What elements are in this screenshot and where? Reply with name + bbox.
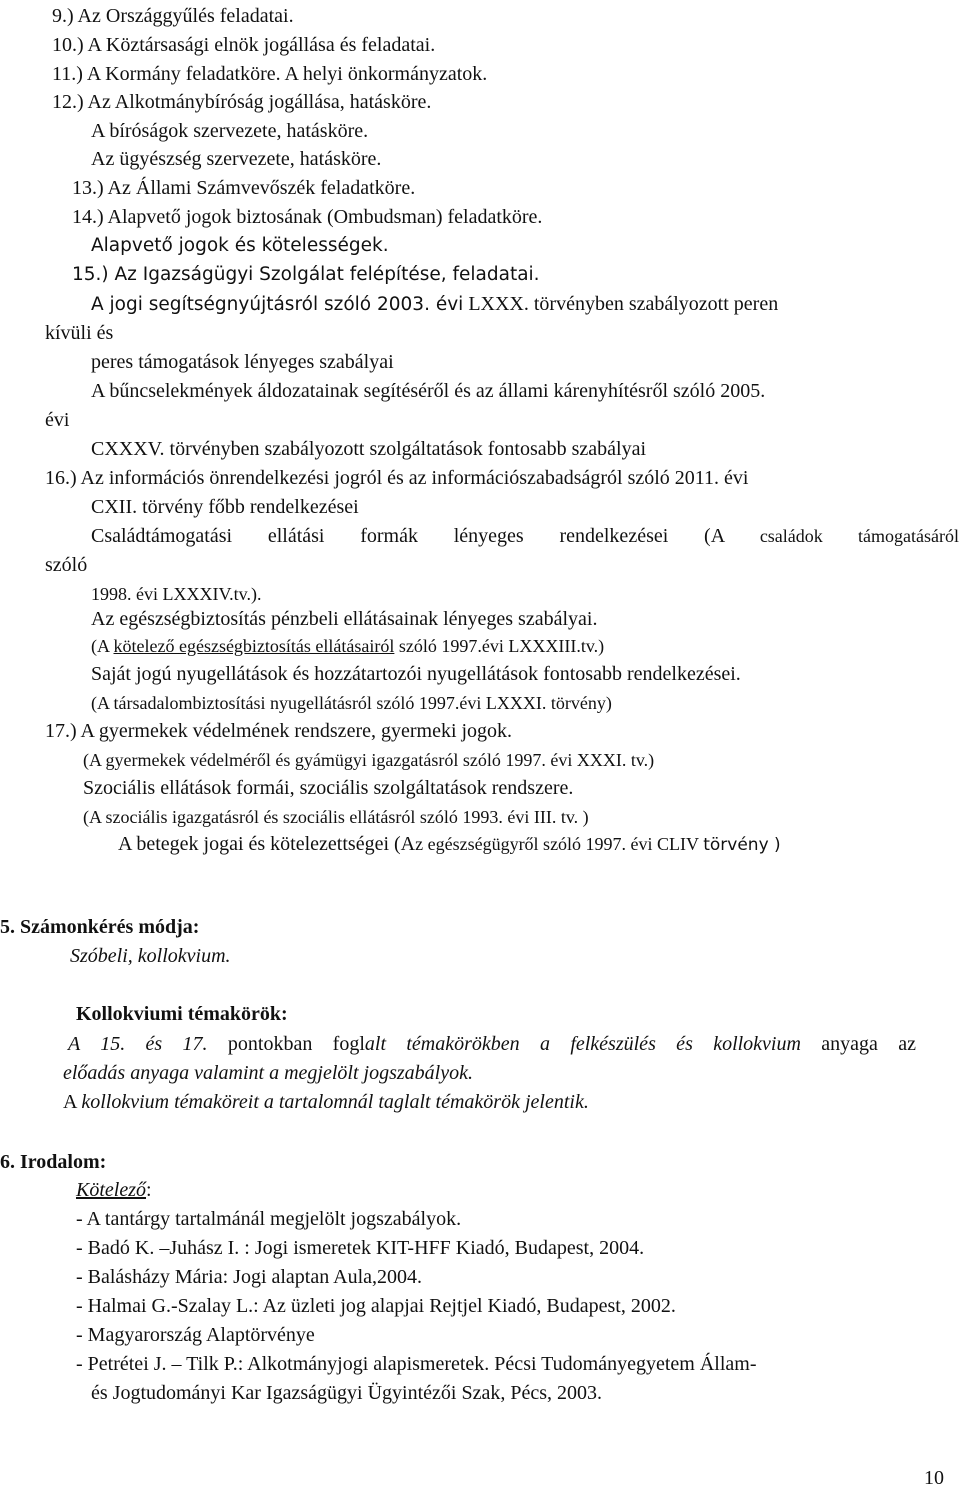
toc-line: A bíróságok szervezete, hatásköre. bbox=[91, 120, 369, 142]
toc-line bbox=[91, 292, 778, 317]
literature-item: - Magyarország Alaptörvénye bbox=[76, 1324, 315, 1346]
toc-line: CXXXV. törvényben szabályozott szolgáltatások fontosabb szabályai bbox=[91, 438, 647, 460]
topics-text: anyaga az bbox=[800, 1033, 917, 1055]
toc-line bbox=[91, 634, 604, 658]
toc-line: (A szociális igazgatásról és szociális ellátásról szóló 1993. évi III. tv. ) bbox=[83, 807, 589, 827]
mandatory-label bbox=[76, 1178, 152, 1202]
literature-item: - Petrétei J. – Tilk P.: Alkotmányjogi alapismeretek. Pécsi Tudományegyetem Állam- bbox=[76, 1353, 757, 1375]
literature-item: és Jogtudományi Kar Igazságügyi Ügyintézői Szak, Pécs, 2003. bbox=[91, 1382, 603, 1404]
toc-line: Az ügyészség szervezete, hatásköre. bbox=[91, 148, 382, 170]
topics-text: A bbox=[63, 1091, 82, 1113]
toc-line bbox=[91, 524, 959, 548]
toc-line: 15.) Az Igazságügyi Szolgálat felépítése, feladatai. bbox=[72, 264, 540, 285]
literature-item: - Halmai G.-Szalay L.: Az üzleti jog alapjai Rejtjel Kiadó, Budapest, 2002. bbox=[76, 1295, 676, 1317]
mandatory-label-colon: : bbox=[146, 1179, 152, 1201]
topics-text: A 15. és 17. bbox=[68, 1033, 208, 1055]
toc-line: peres támogatások lényeges szabályai bbox=[91, 351, 394, 373]
toc-line: (A gyermekek védelméről és gyámügyi igazgatásról szóló 1997. évi XXXI. tv.) bbox=[83, 750, 655, 770]
toc-line: 14.) Alapvető jogok biztosának (Ombudsman) feladatköre. bbox=[72, 206, 543, 228]
topics-paragraph-line: előadás anyaga valamint a megjelölt jogszabályok. bbox=[63, 1062, 473, 1084]
topics-heading: Kollokviumi témakörök: bbox=[76, 1003, 288, 1025]
mandatory-label-text: Kötelező bbox=[76, 1179, 146, 1201]
toc-text: kötelező egészségbiztosítás ellátásairól bbox=[113, 636, 395, 656]
literature-item: - Balásházy Mária: Jogi alaptan Aula,2004. bbox=[76, 1266, 423, 1288]
toc-text: Családtámogatási ellátási formák lényeges rendelkezései (A bbox=[91, 525, 760, 547]
toc-line: 10.) A Köztársasági elnök jogállása és feladatai. bbox=[52, 34, 436, 56]
toc-line: Saját jogú nyugellátások és hozzátartozói nyugellátások fontosabb rendelkezései. bbox=[91, 663, 741, 685]
assessment-mode: Szóbeli, kollokvium. bbox=[70, 945, 231, 967]
section-heading-assessment: 5. Számonkérés módja: bbox=[0, 916, 200, 938]
toc-line bbox=[118, 832, 781, 857]
toc-line: Alapvető jogok és kötelességek. bbox=[91, 235, 389, 256]
toc-line: 17.) A gyermekek védelmének rendszere, gyermeki jogok. bbox=[45, 720, 513, 742]
toc-line: 9.) Az Országgyűlés feladatai. bbox=[52, 5, 294, 27]
toc-line: Szociális ellátások formái, szociális szolgáltatások rendszere. bbox=[83, 777, 574, 799]
toc-line: 12.) Az Alkotmánybíróság jogállása, hatásköre. bbox=[52, 91, 432, 113]
toc-line: A bűncselekmények áldozatainak segítéséről és az állami kárenyhítésről szóló 2005. bbox=[91, 380, 766, 402]
toc-line: CXII. törvény főbb rendelkezései bbox=[91, 496, 359, 518]
literature-item: - Badó K. –Juhász I. : Jogi ismeretek KIT-HFF Kiadó, Budapest, 2004. bbox=[76, 1237, 645, 1259]
toc-text: LXXX. törvényben szabályozott peren bbox=[463, 293, 779, 315]
toc-line: évi bbox=[45, 409, 70, 431]
toc-line: (A társadalombiztosítási nyugellátásról szóló 1997.évi LXXXI. törvény) bbox=[91, 693, 612, 713]
toc-text: szóló 1997.évi LXXXIII.tv.) bbox=[394, 636, 605, 656]
toc-text: z egészségügyről szóló 1997. évi CLIV bbox=[415, 834, 704, 854]
toc-line: 1998. évi LXXXIV.tv.). bbox=[91, 584, 262, 604]
toc-text: A betegek jogai és kötelezettségei (A bbox=[118, 833, 416, 855]
topics-paragraph-line bbox=[63, 1090, 589, 1114]
toc-line: Az egészségbiztosítás pénzbeli ellátásainak lényeges szabályai. bbox=[91, 608, 598, 630]
toc-line: 11.) A Kormány feladatköre. A helyi önkormányzatok. bbox=[52, 63, 488, 85]
topics-paragraph-line bbox=[68, 1032, 916, 1056]
topics-text: kollokvium témaköreit a tartalomnál taglalt témakörök jelentik. bbox=[81, 1091, 589, 1113]
toc-text: családok támogatásáról bbox=[759, 526, 960, 546]
toc-text: A jogi segítségnyújtásról szóló 2003. évi bbox=[91, 294, 464, 315]
topics-text: alt témakörökben a felkészülés és kollokvium bbox=[364, 1033, 801, 1055]
topics-text: pontokban fogl bbox=[207, 1033, 365, 1055]
section-heading-literature: 6. Irodalom: bbox=[0, 1151, 107, 1173]
toc-text: törvény ) bbox=[703, 835, 781, 855]
toc-line: 13.) Az Állami Számvevőszék feladatköre. bbox=[72, 177, 416, 199]
toc-text: (A bbox=[91, 636, 114, 656]
toc-line: 16.) Az információs önrendelkezési jogról és az információszabadságról szóló 2011. évi bbox=[45, 467, 749, 489]
page-number: 10 bbox=[924, 1467, 944, 1489]
toc-line: kívüli és bbox=[45, 322, 114, 344]
literature-item: - A tantárgy tartalmánál megjelölt jogszabályok. bbox=[76, 1208, 462, 1230]
toc-line: szóló bbox=[45, 554, 88, 576]
